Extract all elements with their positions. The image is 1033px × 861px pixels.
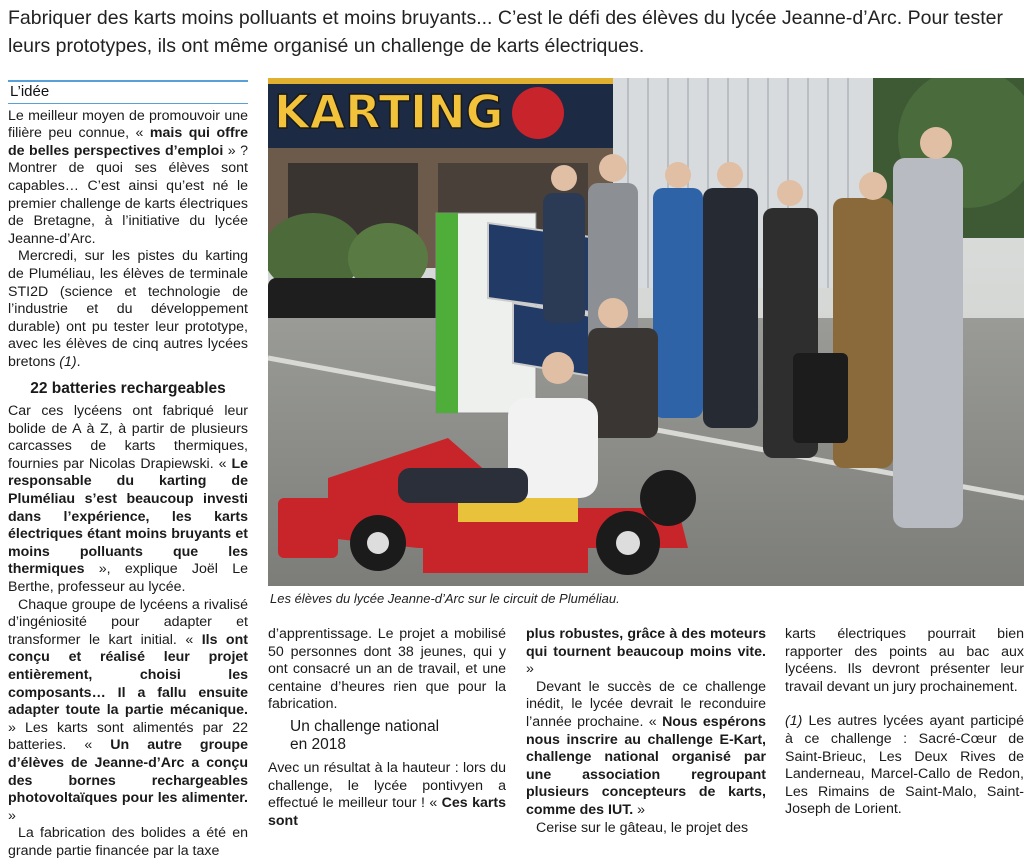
paragraph: Mercredi, sur les pistes du karting de Pluméliau, les élèves de terminale STI2D (science et technologie de l’industrie et du développement durable) ont pu tester leur prototype, avec les élèves de cinq autres lycées bretons (1). xyxy=(8,248,248,370)
karting-photo-illustration xyxy=(268,78,1024,586)
footnote: (1) Les autres lycées ayant participé à ce challenge : Sacré-Cœur de Saint-Brieuc, Les Deux Rives de Landerneau, Marcel-Callo de Redon, Les Rimains de Saint-Malo, Saint-Joseph de Lorient. xyxy=(785,713,1024,818)
section-subhead: 22 batteries rechargeables xyxy=(30,379,226,397)
paragraph: Car ces lycéens ont fabriqué leur bolide de A à Z, à partir de plusieurs carcasses de karts thermiques, fournies par Nicolas Drapiewski. « Le responsable du karting de Pluméliau s’est beaucoup investi dans l’expérience, les karts électriques étant moins bruyants et moins polluants que les thermiques », explique Joël Le Berthe, professeur au lycée. xyxy=(8,403,248,596)
paragraph: La fabrication des bolides a été en grande partie financée par la taxe xyxy=(8,825,248,859)
paragraph: Avec un résultat à la hauteur : lors du challenge, le lycée pontivyen a effectué le meilleur tour ! « Ces karts sont xyxy=(268,759,506,829)
column-1 xyxy=(8,80,248,861)
section-rubric: L’idée xyxy=(8,80,248,104)
paragraph: plus robustes, grâce à des moteurs qui tournent beaucoup moins vite. » xyxy=(526,626,766,678)
article-photo xyxy=(268,78,1024,586)
paragraph: Chaque groupe de lycéens a rivalisé d’ingéniosité pour adapter et transformer le kart initial. « Ils ont conçu et réalisé leur projet entièrement, choisi les composants… Il a fallu ensuite adapter toute la partie mécanique. » Les karts sont alimentés par 22 batteries. « Un autre groupe d’élèves de Jeanne-d’Arc a conçu des bornes rechargeables photovoltaïques pour les alimenter. » xyxy=(8,596,248,824)
paragraph: d’apprentissage. Le projet a mobilisé 50 personnes dont 38 jeunes, qui y ont consacré un an de travail, et une centaine d’heures rien que pour la fabrication. xyxy=(268,626,506,713)
photo-caption: Les élèves du lycée Jeanne-d’Arc sur le circuit de Pluméliau. xyxy=(270,591,620,606)
paragraph: karts électriques pourrait bien rapporter des points au bac aux lycéens. Ils devront présenter leur travail devant un jury prochainement. xyxy=(785,626,1024,695)
column-3 xyxy=(526,626,766,837)
section-subhead: Un challenge national en 2018 xyxy=(290,717,440,753)
karting-sign: KARTING xyxy=(274,85,504,139)
paragraph: Devant le succès de ce challenge inédit, le lycée devrait le reconduire l’année prochaine. « Nous espérons nous inscrire au challenge E-Kart, challenge national organisé par une association regroupant plusieurs concepteurs de karts, comme des IUT. » xyxy=(526,678,766,818)
column-2 xyxy=(268,626,506,830)
column-4 xyxy=(785,626,1024,819)
article-lead: Fabriquer des karts moins polluants et moins bruyants... C’est le défi des élèves du lycée Jeanne-d’Arc. Pour tester leurs prototypes, ils ont même organisé un challenge de karts électriques. xyxy=(8,7,1003,57)
paragraph: Cerise sur le gâteau, le projet des xyxy=(536,819,749,836)
paragraph: Le meilleur moyen de promouvoir une filière peu connue, « mais qui offre de belles perspectives d’emploi » ? Montrer de quoi ses élèves sont capables… C’est ainsi qu’est né le premier challenge de karts électriques de Bretagne, à l’initiative du lycée Jeanne-d’Arc. xyxy=(8,107,249,247)
